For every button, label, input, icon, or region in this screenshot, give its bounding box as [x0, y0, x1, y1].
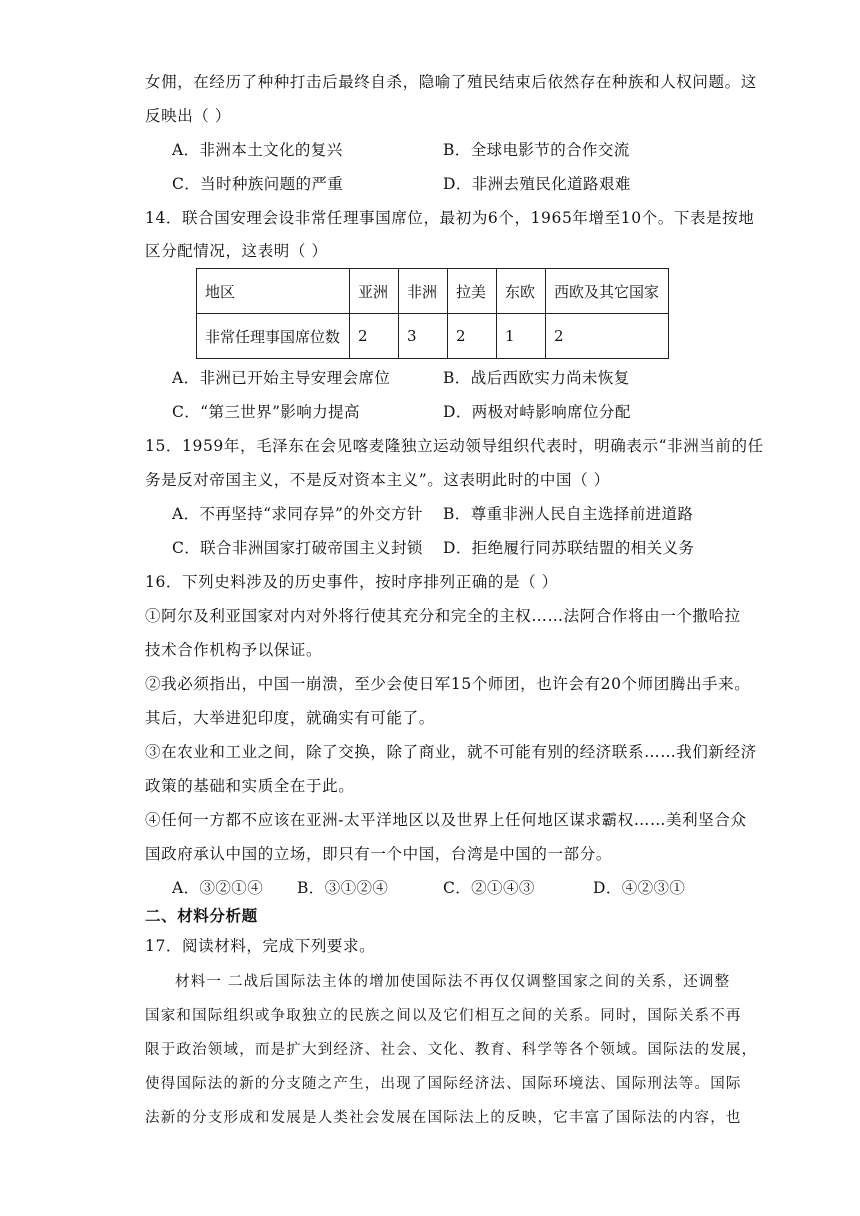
table-cell: 3	[399, 314, 448, 359]
q16-source-4-line2: 国政府承认中国的立场，即只有一个中国，台湾是中国的一部分。	[145, 845, 612, 863]
q16-source-3-line2: 政策的基础和实质全在于此。	[145, 777, 355, 795]
q15-option-c[interactable]: C．联合非洲国家打破帝国主义封锁	[172, 539, 423, 557]
q16-source-2-line1: ②我必须指出，中国一崩溃，至少会使日军15个师团，也许会有20个师团腾出手来。	[145, 675, 751, 693]
table-cell: 1	[497, 314, 546, 359]
q14-option-d[interactable]: D．两极对峙影响席位分配	[443, 403, 631, 421]
q14-stem-line2: 区分配情况，这表明（ ）	[145, 242, 328, 260]
table-header-cell: 地区	[197, 269, 350, 314]
q14-stem-line1: 14．联合国安理会设非常任理事国席位，最初为6个，1965年增至10个。下表是按地	[145, 209, 755, 227]
table-cell: 2	[448, 314, 497, 359]
q16-source-2-line2: 其后，大举进犯印度，就确实有可能了。	[145, 709, 435, 727]
table-cell: 2	[350, 314, 399, 359]
q14-option-c[interactable]: C．“第三世界”影响力提高	[172, 403, 360, 421]
q14-option-a[interactable]: A．非洲已开始主导安理会席位	[172, 369, 391, 387]
q15-option-d[interactable]: D．拒绝履行同苏联结盟的相关义务	[443, 539, 695, 557]
q15-stem-line1: 15．1959年，毛泽东在会见喀麦隆独立运动领导组织代表时，明确表示“非洲当前的任	[145, 437, 764, 455]
q13-option-d[interactable]: D．非洲去殖民化道路艰难	[443, 175, 631, 193]
q16-source-1-line1: ①阿尔及利亚国家对内对外将行使其充分和完全的主权……法阿合作将由一个撒哈拉	[145, 607, 741, 625]
table-cell: 非常任理事国席位数	[197, 314, 350, 359]
table-row	[197, 314, 669, 359]
table-header-cell: 拉美	[448, 269, 497, 314]
q16-option-c[interactable]: C．②①④③	[443, 879, 535, 897]
q16-option-b[interactable]: B．③①②④	[297, 879, 389, 897]
table-header-row	[197, 269, 669, 314]
table-cell: 2	[546, 314, 669, 359]
q17-stem: 17．阅读材料，完成下列要求。	[145, 937, 376, 955]
q15-option-b[interactable]: B．尊重非洲人民自主选择前进道路	[443, 505, 694, 523]
q16-option-d[interactable]: D．④②③①	[593, 879, 686, 897]
q16-source-3-line1: ③在农业和工业之间，除了交换，除了商业，就不可能有别的经济联系……我们新经济	[145, 743, 757, 761]
q13-stem-line1: 女佣，在经历了种种打击后最终自杀，隐喻了殖民结束后依然存在种族和人权问题。这	[145, 73, 757, 91]
q13-stem-line2: 反映出（ ）	[145, 107, 232, 125]
table-header-cell: 非洲	[399, 269, 448, 314]
material-line-5: 法新的分支形成和发展是人类社会发展在国际法上的反映，它丰富了国际法的内容，也	[145, 1110, 742, 1126]
q16-option-a[interactable]: A．③②①④	[172, 879, 264, 897]
q16-source-4-line1: ④任何一方都不应该在亚洲-太平洋地区以及世界上任何地区谋求霸权……美利坚合众	[145, 811, 747, 829]
q13-option-c[interactable]: C．当时种族问题的严重	[172, 175, 344, 193]
q14-option-b[interactable]: B．战后西欧实力尚未恢复	[443, 369, 630, 387]
table-header-cell: 东欧	[497, 269, 546, 314]
table-header-cell: 西欧及其它国家	[546, 269, 669, 314]
q16-source-1-line2: 技术合作机构予以保证。	[145, 641, 323, 659]
q15-option-a[interactable]: A．不再坚持“求同存异”的外交方针	[172, 505, 423, 523]
material-line-1: 材料一 二战后国际法主体的增加使国际法不再仅仅调整国家之间的关系，还调整	[175, 974, 731, 990]
q13-option-a[interactable]: A．非洲本土文化的复兴	[172, 141, 343, 159]
material-line-2: 国家和国际组织或争取独立的民族之间以及它们相互之间的关系。同时，国际关系不再	[145, 1008, 742, 1024]
q15-stem-line2: 务是反对帝国主义，不是反对资本主义”。这表明此时的中国（ ）	[145, 471, 610, 489]
q13-option-b[interactable]: B．全球电影节的合作交流	[443, 141, 630, 159]
material-line-3: 限于政治领域，而是扩大到经济、社会、文化、教育、科学等各个领域。国际法的发展，	[145, 1042, 758, 1058]
table-header-cell: 亚洲	[350, 269, 399, 314]
material-line-4: 使得国际法的新的分支随之产生，出现了国际经济法、国际环境法、国际刑法等。国际	[145, 1076, 742, 1092]
section-heading: 二、材料分析题	[145, 907, 258, 925]
q16-stem: 16．下列史料涉及的历史事件，按时序排列正确的是（ ）	[145, 573, 558, 591]
seat-allocation-table	[196, 268, 669, 359]
